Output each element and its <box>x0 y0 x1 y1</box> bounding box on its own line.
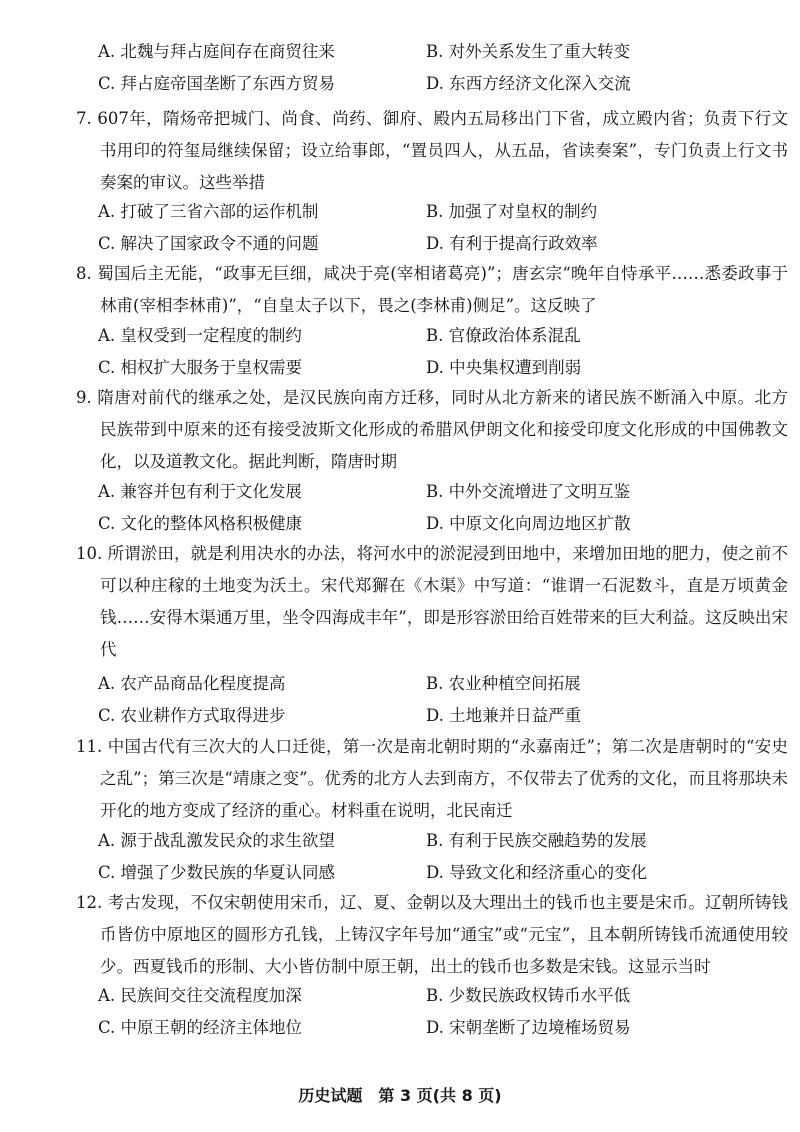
question-9-options <box>76 476 788 540</box>
option-d: D. 有利于提高行政效率 <box>426 234 598 253</box>
option-a: A. 源于战乱激发民众的求生欲望 <box>98 831 335 850</box>
option-d: D. 中央集权遭到削弱 <box>426 358 582 377</box>
option-d: D. 宋朝垄断了边境榷场贸易 <box>426 1018 631 1037</box>
question-11-stem: 11. 中国古代有三次大的人口迁徙，第一次是南北朝时期的“永嘉南迁”；第二次是唐朝时的“安史之乱”；第三次是“靖康之变”。优秀的北方人去到南方，不仅带去了优秀的文化，而且将那块未开化的地方变成了经济的重心。材料重在说明，北民南迁 <box>76 737 788 820</box>
option-a: A. 民族间交往交流程度加深 <box>98 986 302 1005</box>
question-12-options <box>76 980 788 1044</box>
option-b: B. 少数民族政权铸币水平低 <box>426 986 631 1005</box>
question-12 <box>76 887 788 983</box>
option-b: B. 农业种植空间拓展 <box>426 674 581 693</box>
question-9-stem: 9. 隋唐对前代的继承之处，是汉民族向南方迁移，同时从北方新来的诸民族不断涌入中原。北方民族带到中原来的还有接受波斯文化形成的希腊风伊朗文化和接受印度文化形成的中国佛教文化，以及道教文化。据此判断，隋唐时期 <box>76 388 788 471</box>
question-6-options <box>76 36 788 100</box>
question-9 <box>76 382 788 478</box>
question-11-options <box>76 825 788 889</box>
question-11 <box>76 731 788 827</box>
option-d: D. 中原文化向周边地区扩散 <box>426 514 631 533</box>
question-10-options <box>76 668 788 732</box>
question-8-stem: 8. 蜀国后主无能，“政事无巨细，咸决于亮(宰相诸葛亮)”；唐玄宗“晚年自恃承平……悉委政事于林甫(宰相李林甫)”，“自皇太子以下，畏之(李林甫)侧足”。这反映了 <box>76 264 788 315</box>
option-c: C. 农业耕作方式取得进步 <box>98 706 286 725</box>
option-b: B. 加强了对皇权的制约 <box>426 202 598 221</box>
option-d: D. 导致文化和经济重心的变化 <box>426 863 648 882</box>
option-c: C. 拜占庭帝国垄断了东西方贸易 <box>98 74 336 93</box>
question-7-stem: 7. 607年，隋炀帝把城门、尚食、尚药、御府、殿内五局移出门下省，成立殿内省；负责下行文书用印的符玺局继续保留；设立给事郎，“置员四人，从五品，省读奏案”，专门负责上行文书奏案的审议。这些举措 <box>76 109 788 192</box>
option-a: A. 农产品商品化程度提高 <box>98 674 286 693</box>
option-c: C. 增强了少数民族的华夏认同感 <box>98 863 336 882</box>
option-c: C. 中原王朝的经济主体地位 <box>98 1018 303 1037</box>
option-c: C. 相权扩大服务于皇权需要 <box>98 358 303 377</box>
option-b: B. 中外交流增进了文明互鉴 <box>426 482 631 501</box>
question-8 <box>76 258 788 322</box>
page-footer: 历史试题 第 3 页(共 8 页) <box>298 1086 502 1105</box>
option-d: D. 东西方经济文化深入交流 <box>426 74 631 93</box>
question-12-stem: 12. 考古发现，不仅宋朝使用宋币，辽、夏、金朝以及大理出土的钱币也主要是宋币。辽朝所铸钱币皆仿中原地区的圆形方孔钱，上铸汉字年号加“通宝”或“元宝”，且本朝所铸钱币流通使用较少。西夏钱币的形制、大小皆仿制中原王朝，出土的钱币也多数是宋钱。这显示当时 <box>76 893 788 976</box>
question-7-options <box>76 196 788 260</box>
option-b: B. 官僚政治体系混乱 <box>426 326 581 345</box>
option-c: C. 文化的整体风格积极健康 <box>98 514 303 533</box>
option-b: B. 对外关系发生了重大转变 <box>426 42 631 61</box>
question-8-options <box>76 320 788 384</box>
option-b: B. 有利于民族交融趋势的发展 <box>426 831 647 850</box>
option-a: A. 兼容并包有利于文化发展 <box>98 482 302 501</box>
question-6 <box>76 36 788 100</box>
option-c: C. 解决了国家政令不通的问题 <box>98 234 319 253</box>
option-d: D. 土地兼并日益严重 <box>426 706 582 725</box>
question-10 <box>76 538 788 666</box>
question-7 <box>76 103 788 199</box>
option-a: A. 皇权受到一定程度的制约 <box>98 326 302 345</box>
option-a: A. 打破了三省六部的运作机制 <box>98 202 319 221</box>
question-10-stem: 10. 所谓淤田，就是利用决水的办法，将河水中的淤泥浸到田地中，来增加田地的肥力，使之前不可以种庄稼的土地变为沃土。宋代郑獬在《木渠》中写道：“谁谓一石泥数斗，直是万顷黄金钱……安得木渠通万里，坐令四海成丰年”，即是形容淤田给百姓带来的巨大利益。这反映出宋代 <box>76 544 788 659</box>
option-a: A. 北魏与拜占庭间存在商贸往来 <box>98 42 335 61</box>
